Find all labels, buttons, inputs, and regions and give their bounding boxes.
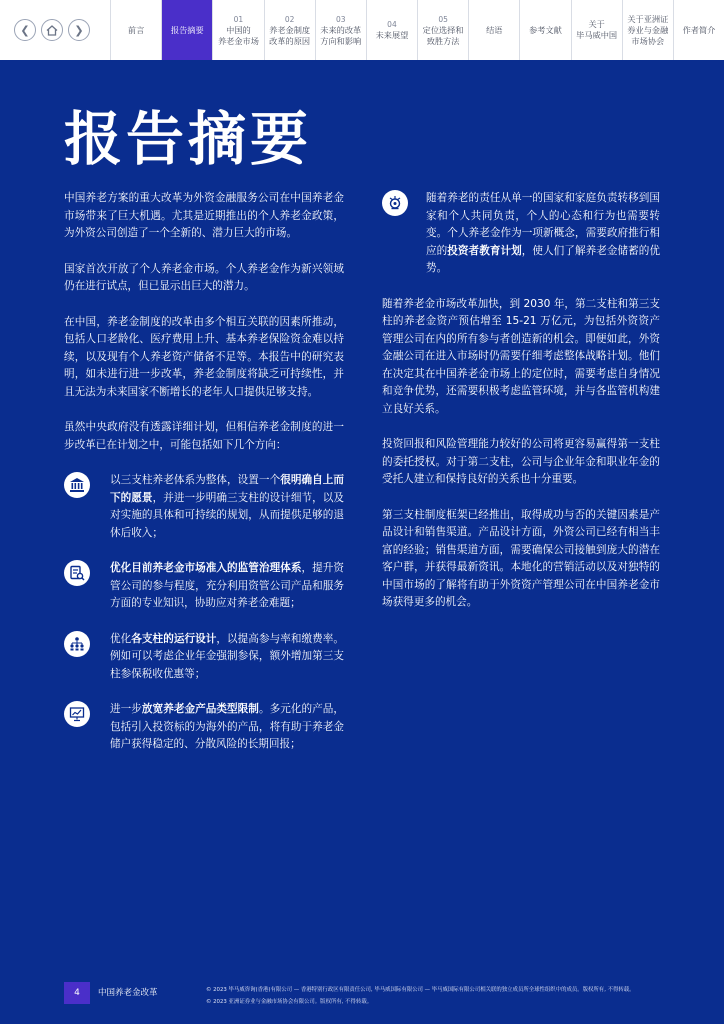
nav-tab-label: 定位选择和 致胜方法	[422, 24, 464, 46]
reform-item	[64, 631, 344, 684]
section-tabs	[110, 0, 724, 60]
nav-tab-number: 01	[233, 14, 244, 24]
nav-tab[interactable]	[110, 0, 161, 60]
item-text: 优化	[110, 632, 132, 645]
document-search-icon	[64, 560, 90, 586]
paragraph: 国家首次开放了个人养老金市场。个人养老金作为新兴领域仍在进行试点，但已显示出巨大的潜力。	[64, 262, 344, 292]
nav-tab-label: 未来的改革 方向和影响	[320, 24, 362, 46]
nav-tab-number: 05	[438, 14, 448, 24]
item-bold-text: 放宽养老金产品类型限制	[141, 703, 259, 715]
nav-tab-label: 作者简介	[682, 24, 716, 35]
government-building-icon	[64, 472, 90, 498]
nav-tab-label: 养老金制度 改革的原因	[269, 24, 311, 46]
paragraph-bold-text: 投资者教育计划	[447, 244, 522, 257]
reform-item	[64, 472, 344, 542]
legal-line: © 2023 毕马威咨询(香港)有限公司 — 香港特别行政区有限责任公司, 毕马威国际有限公司 — 毕马威国际有限公司相关联的独立成员所全球性组织中的成员。版权所有, 不得转载。	[206, 987, 635, 993]
item-text: 以三支柱养老体系为整体，设置一个	[110, 474, 281, 486]
nav-tab[interactable]	[366, 0, 417, 60]
nav-tab-number: 02	[284, 14, 295, 24]
paragraph: 第三支柱制度框架已经推出，取得成功与否的关键因素是产品设计和销售渠道。产品设计方面，外资公司已经有相当丰富的经验；销售渠道方面，需要确保公司接触到庞大的潜在客户群，并获得最新资讯。本地化的营销活动以及对独特的中国市场的了解将有助于外资资产管理公司在中国养老金市场获得更多的机会。	[382, 508, 660, 608]
nav-tab-label: 报告摘要	[170, 24, 204, 35]
team-structure-icon	[64, 631, 90, 657]
legal-line: © 2023 亚洲证券业与金融市场协会有限公司。版权所有, 不得转载。	[206, 999, 373, 1005]
nav-tab-label: 未来展望	[375, 30, 409, 40]
nav-controls	[0, 0, 110, 60]
nav-tab-label: 参考文献	[529, 24, 562, 35]
nav-tab[interactable]	[622, 0, 673, 60]
item-text: ，并进一步明确三支柱的设计细节，以及对实施的具体和可持续的规划，从而提供足够的退休后收入；	[110, 491, 345, 539]
item-bold-text: 优化目前养老金市场准入的监管治理体系	[110, 562, 302, 574]
left-column	[64, 190, 344, 772]
paragraph: 虽然中央政府没有透露详细计划，但相信养老金制度的进一步改革已在计划之中，可能包括如下几个方向：	[64, 421, 344, 451]
item-bold-text: 很明确自上而下的愿景	[110, 474, 345, 504]
nav-tab-number: 04	[387, 20, 397, 29]
reform-item	[64, 701, 344, 754]
paragraph: 在中国，养老金制度的改革由多个相互关联的因素所推动，包括人口老龄化、医疗费用上升、基本养老保险资金难以持续，以及现有个人养老资产储备不足等。本报告中的研究表明，如未进行进一步改革，养老金制度将缺乏可持续性，并且无法为未来国家不断增长的老年人口提供足够支持。	[64, 315, 344, 398]
item-text: ，提升资管公司的参与程度，充分利用资管公司产品和服务方面的专业知识，协助应对养老金难题；	[110, 562, 345, 609]
nav-tab[interactable]	[161, 0, 212, 60]
nav-tab[interactable]	[417, 0, 468, 60]
right-column	[382, 190, 660, 630]
item-text: ，以提高参与率和缴费率。例如可以考虑企业年金强制参保，额外增加第三支柱参保税收优惠等；	[110, 632, 345, 680]
top-navigation	[0, 0, 724, 60]
nav-tab[interactable]	[519, 0, 570, 60]
nav-tab[interactable]	[264, 0, 315, 60]
item-bold-text: 各支柱的运行设计	[131, 632, 217, 645]
paragraph: 投资回报和风险管理能力较好的公司将更容易赢得第一支柱的委托授权。对于第二支柱，公司与企业年金和职业年金的受托人建立和保持良好的关系也十分重要。	[382, 438, 660, 485]
page-footer	[64, 982, 684, 1016]
nav-tab-label: 前言	[127, 24, 145, 35]
nav-tab[interactable]	[468, 0, 519, 60]
presentation-chart-icon	[64, 701, 90, 727]
paragraph: 中国养老方案的重大改革为外资金融服务公司在中国养老金市场带来了巨大机遇。尤其是近期推出的个人养老金政策，为外资公司创造了一个全新的、潜力巨大的市场。	[64, 192, 344, 239]
nav-tab[interactable]	[212, 0, 263, 60]
nav-tab[interactable]	[673, 0, 724, 60]
paragraph: 随着养老金市场改革加快，到 2030 年，第二支柱和第三支柱的养老金资产预估增至 15-21 万亿元，为包括外资资产管理公司在内的所有参与者创造新的机会。即便如此，外资金融公司在进入市场时仍需要仔细考虑整体战略计划。他们在决定其在中国养老金市场上的定位时，需要考虑自身情况和竞争优势，还需要积极考虑监管环境，并与各监管机构建立良好关系。	[382, 297, 660, 415]
home-icon[interactable]	[41, 19, 63, 41]
reform-item	[64, 560, 344, 613]
nav-tab-label: 关于 毕马威中国	[576, 19, 618, 40]
paragraph-with-icon	[382, 190, 660, 278]
nav-tab-label: 结语	[486, 24, 503, 35]
paragraph-text: 随着养老的责任从单一的国家和家庭负责转移到国家和个人共同负责，个人的心态和行为也需要转变。个人养老金作为一项新概念，需要政府推行相应的	[426, 192, 660, 257]
nav-tab-label: 关于亚洲证 券业与金融 市场协会	[627, 13, 669, 46]
paragraph-text: ，使人们了解养老金储蓄的优势。	[426, 244, 661, 274]
forward-arrow-icon[interactable]: ❯	[68, 19, 90, 41]
page-number: 4	[64, 982, 90, 1004]
nav-tab-number: 03	[336, 14, 346, 24]
item-text: 进一步	[110, 703, 142, 715]
back-arrow-icon[interactable]: ❮	[14, 19, 36, 41]
item-text: 。多元化的产品，包括引入投资标的为海外的产品，将有助于养老金储户获得稳定的、分散风险的长期回报；	[110, 703, 345, 750]
investor-education-icon	[382, 190, 408, 216]
nav-tab[interactable]	[315, 0, 366, 60]
page-title: 报告摘要	[64, 105, 313, 173]
nav-tab-label: 中国的 养老金市场	[217, 24, 259, 46]
nav-tab[interactable]	[571, 0, 622, 60]
footer-title: 中国养老金改革	[98, 988, 158, 998]
footer-legal	[206, 982, 684, 1016]
